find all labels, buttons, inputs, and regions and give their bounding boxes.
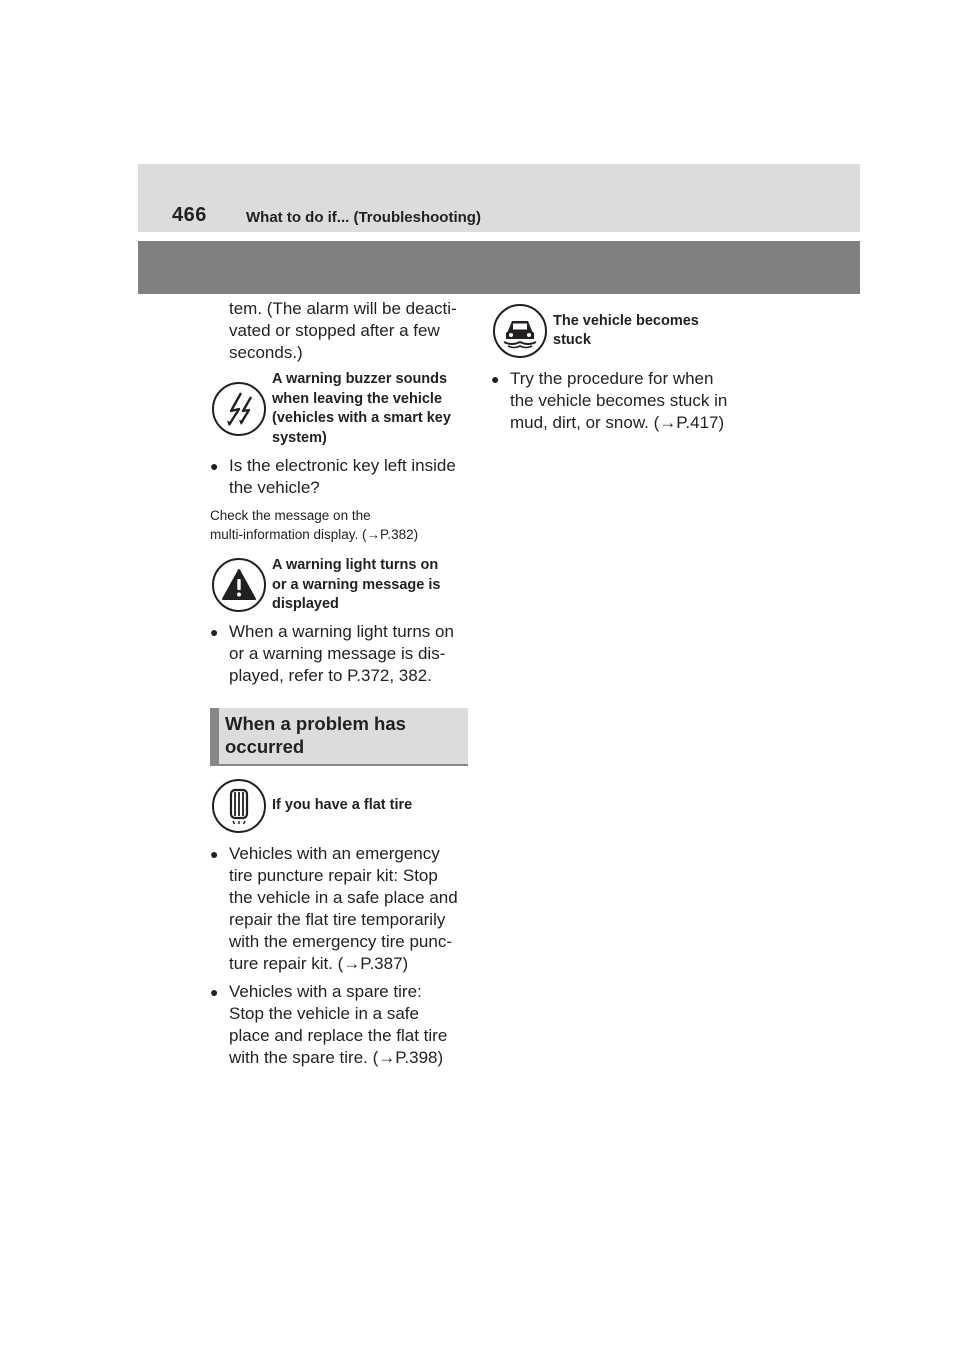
vehicle-stuck-bullet: ● Try the procedure for when the vehicle becomes stuck in mud, dirt, or snow. (→P.417)	[491, 368, 727, 434]
page-number: 466	[172, 204, 207, 226]
warning-bullet: ● When a warning light turns on or a warning message is dis- played, refer to P.372, 382.	[210, 621, 454, 687]
flat-tire-label: If you have a flat tire	[272, 797, 413, 814]
vehicle-stuck-item	[493, 304, 699, 358]
vehicle-stuck-icon	[493, 304, 547, 358]
warning-item	[212, 556, 440, 615]
flat-tire-item	[212, 779, 412, 833]
continued-paragraph: tem. (The alarm will be deacti- vated or stopped after a few seconds.)	[229, 299, 457, 362]
spare-tire-bullet: ● Vehicles with a spare tire: Stop the vehicle in a safe place and replace the flat tire with the spare tire. (→P.398)	[210, 981, 447, 1069]
header-title: What to do if... (Troubleshooting)	[246, 209, 481, 226]
buzzer-sound-icon	[212, 382, 266, 436]
section-title: When a problem has occurred	[210, 708, 468, 766]
buzzer-item	[212, 370, 451, 448]
warning-triangle-icon	[212, 558, 266, 612]
vehicle-stuck-label: The vehicle becomes stuck	[553, 312, 699, 348]
warning-label: A warning light turns on or a warning message is displayed	[272, 557, 441, 612]
buzzer-note: Check the message on the multi-information display. (→P.382)	[210, 508, 419, 542]
repair-kit-bullet: ● Vehicles with an emergency tire puncture repair kit: Stop the vehicle in a safe place and repair the flat tire temporarily with the emergency tire punc- ture repair kit. (→P.387)	[210, 843, 458, 975]
buzzer-bullet: ● Is the electronic key left inside the vehicle?	[210, 455, 456, 499]
header-band	[138, 241, 860, 294]
flat-tire-icon	[212, 779, 266, 833]
buzzer-label: A warning buzzer sounds when leaving the vehicle (vehicles with a smart key system)	[272, 371, 451, 446]
